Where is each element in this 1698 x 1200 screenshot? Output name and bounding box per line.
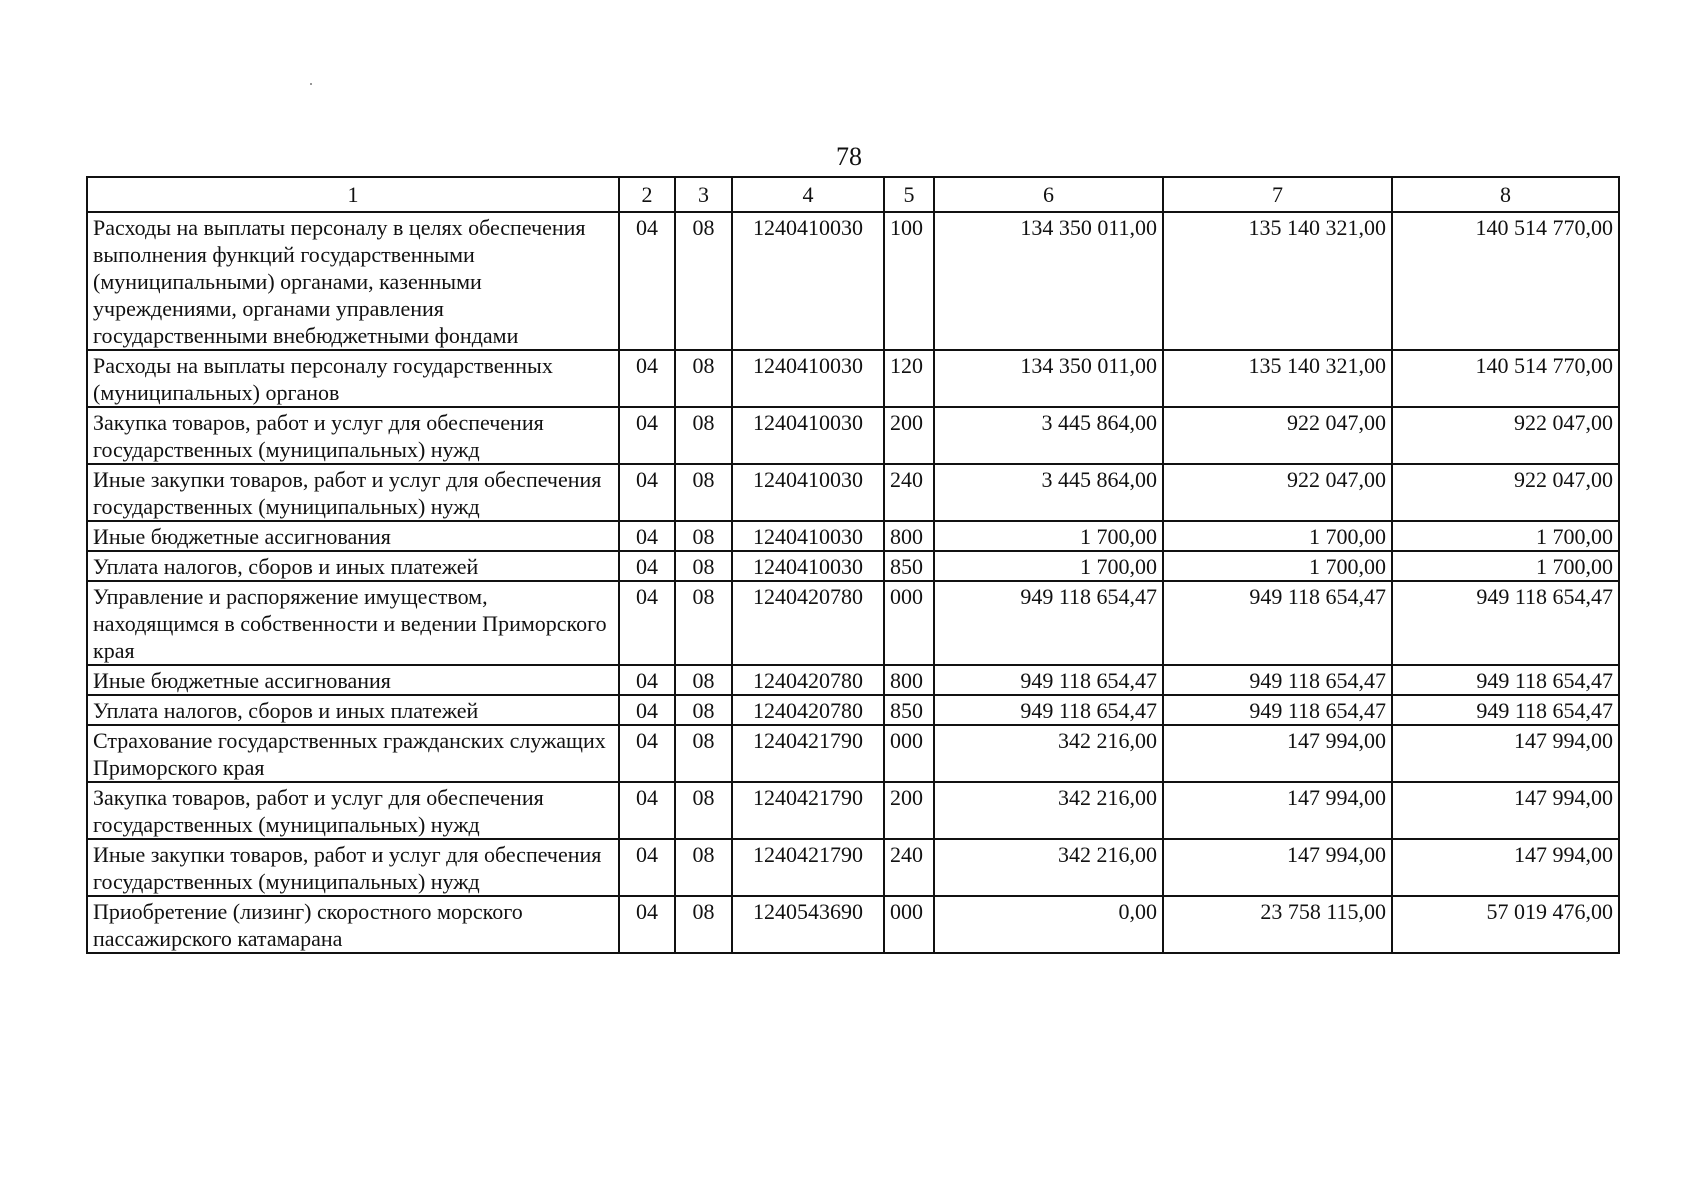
section-code: 04: [619, 521, 675, 551]
amount-col8: 922 047,00: [1392, 407, 1619, 464]
expense-type-code: 200: [884, 782, 934, 839]
section-code: 04: [619, 725, 675, 782]
amount-col8: 57 019 476,00: [1392, 896, 1619, 953]
header-row: [87, 177, 1619, 212]
amount-col6: 134 350 011,00: [934, 212, 1163, 350]
expense-type-code: 200: [884, 407, 934, 464]
expense-name: Расходы на выплаты персоналу государственных (муниципальных) органов: [87, 350, 619, 407]
subsection-code: 08: [675, 782, 732, 839]
section-code: 04: [619, 464, 675, 521]
table-row: [87, 581, 1619, 665]
amount-col7: 147 994,00: [1163, 725, 1392, 782]
target-article-code: 1240543690: [732, 896, 884, 953]
expense-name: Управление и распоряжение имуществом, находящимся в собственности и ведении Приморского края: [87, 581, 619, 665]
amount-col7: 949 118 654,47: [1163, 581, 1392, 665]
column-header: 6: [934, 177, 1163, 212]
amount-col8: 1 700,00: [1392, 551, 1619, 581]
amount-col7: 1 700,00: [1163, 521, 1392, 551]
subsection-code: 08: [675, 350, 732, 407]
subsection-code: 08: [675, 212, 732, 350]
table-row: [87, 407, 1619, 464]
subsection-code: 08: [675, 725, 732, 782]
amount-col7: 135 140 321,00: [1163, 212, 1392, 350]
table-row: [87, 464, 1619, 521]
expense-type-code: 000: [884, 725, 934, 782]
budget-table: [86, 176, 1620, 954]
amount-col6: 3 445 864,00: [934, 407, 1163, 464]
amount-col8: 949 118 654,47: [1392, 665, 1619, 695]
target-article-code: 1240420780: [732, 581, 884, 665]
amount-col7: 1 700,00: [1163, 551, 1392, 581]
expense-type-code: 850: [884, 695, 934, 725]
target-article-code: 1240410030: [732, 407, 884, 464]
section-code: 04: [619, 782, 675, 839]
target-article-code: 1240420780: [732, 695, 884, 725]
amount-col6: 3 445 864,00: [934, 464, 1163, 521]
amount-col6: 342 216,00: [934, 839, 1163, 896]
expense-name: Закупка товаров, работ и услуг для обеспечения государственных (муниципальных) нужд: [87, 407, 619, 464]
section-code: 04: [619, 407, 675, 464]
amount-col8: 949 118 654,47: [1392, 695, 1619, 725]
subsection-code: 08: [675, 896, 732, 953]
amount-col6: 949 118 654,47: [934, 581, 1163, 665]
section-code: 04: [619, 695, 675, 725]
expense-name: Приобретение (лизинг) скоростного морского пассажирского катамарана: [87, 896, 619, 953]
section-code: 04: [619, 665, 675, 695]
section-code: 04: [619, 839, 675, 896]
expense-name: Расходы на выплаты персоналу в целях обеспечения выполнения функций государственными (муниципальными) органами, казенными учреждениями, органами управления государственными внебюджетными фондами: [87, 212, 619, 350]
expense-type-code: 850: [884, 551, 934, 581]
table-row: [87, 212, 1619, 350]
target-article-code: 1240410030: [732, 350, 884, 407]
amount-col6: 949 118 654,47: [934, 695, 1163, 725]
table-row: [87, 896, 1619, 953]
expense-type-code: 240: [884, 464, 934, 521]
amount-col8: 922 047,00: [1392, 464, 1619, 521]
table-row: [87, 521, 1619, 551]
amount-col6: 1 700,00: [934, 551, 1163, 581]
subsection-code: 08: [675, 551, 732, 581]
amount-col6: 949 118 654,47: [934, 665, 1163, 695]
amount-col7: 949 118 654,47: [1163, 695, 1392, 725]
section-code: 04: [619, 212, 675, 350]
expense-type-code: 000: [884, 896, 934, 953]
subsection-code: 08: [675, 839, 732, 896]
amount-col6: 134 350 011,00: [934, 350, 1163, 407]
column-header: 7: [1163, 177, 1392, 212]
table-row: [87, 782, 1619, 839]
target-article-code: 1240421790: [732, 839, 884, 896]
column-header: 3: [675, 177, 732, 212]
subsection-code: 08: [675, 581, 732, 665]
expense-name: Иные бюджетные ассигнования: [87, 521, 619, 551]
subsection-code: 08: [675, 464, 732, 521]
column-header: 1: [87, 177, 619, 212]
amount-col8: 147 994,00: [1392, 782, 1619, 839]
subsection-code: 08: [675, 521, 732, 551]
target-article-code: 1240410030: [732, 464, 884, 521]
table-row: [87, 551, 1619, 581]
subsection-code: 08: [675, 665, 732, 695]
table-row: [87, 695, 1619, 725]
amount-col6: 342 216,00: [934, 782, 1163, 839]
expense-name: Иные бюджетные ассигнования: [87, 665, 619, 695]
amount-col8: 949 118 654,47: [1392, 581, 1619, 665]
amount-col7: 949 118 654,47: [1163, 665, 1392, 695]
table-row: [87, 350, 1619, 407]
scan-speck: [310, 83, 312, 85]
amount-col8: 140 514 770,00: [1392, 212, 1619, 350]
expense-name: Закупка товаров, работ и услуг для обеспечения государственных (муниципальных) нужд: [87, 782, 619, 839]
section-code: 04: [619, 581, 675, 665]
subsection-code: 08: [675, 407, 732, 464]
expense-name: Уплата налогов, сборов и иных платежей: [87, 551, 619, 581]
amount-col6: 1 700,00: [934, 521, 1163, 551]
page-number: 78: [836, 142, 862, 171]
expense-name: Страхование государственных гражданских служащих Приморского края: [87, 725, 619, 782]
column-header: 4: [732, 177, 884, 212]
expense-name: Иные закупки товаров, работ и услуг для обеспечения государственных (муниципальных) нужд: [87, 464, 619, 521]
amount-col8: 1 700,00: [1392, 521, 1619, 551]
amount-col7: 135 140 321,00: [1163, 350, 1392, 407]
amount-col8: 140 514 770,00: [1392, 350, 1619, 407]
section-code: 04: [619, 896, 675, 953]
amount-col7: 23 758 115,00: [1163, 896, 1392, 953]
table-row: [87, 725, 1619, 782]
amount-col8: 147 994,00: [1392, 725, 1619, 782]
column-header: 2: [619, 177, 675, 212]
expense-type-code: 000: [884, 581, 934, 665]
expense-type-code: 240: [884, 839, 934, 896]
amount-col6: 0,00: [934, 896, 1163, 953]
target-article-code: 1240421790: [732, 782, 884, 839]
subsection-code: 08: [675, 695, 732, 725]
table-row: [87, 665, 1619, 695]
amount-col8: 147 994,00: [1392, 839, 1619, 896]
amount-col7: 147 994,00: [1163, 839, 1392, 896]
expense-name: Иные закупки товаров, работ и услуг для обеспечения государственных (муниципальных) нужд: [87, 839, 619, 896]
amount-col7: 922 047,00: [1163, 464, 1392, 521]
expense-name: Уплата налогов, сборов и иных платежей: [87, 695, 619, 725]
amount-col7: 922 047,00: [1163, 407, 1392, 464]
amount-col6: 342 216,00: [934, 725, 1163, 782]
target-article-code: 1240421790: [732, 725, 884, 782]
section-code: 04: [619, 551, 675, 581]
expense-type-code: 120: [884, 350, 934, 407]
target-article-code: 1240420780: [732, 665, 884, 695]
table-row: [87, 839, 1619, 896]
target-article-code: 1240410030: [732, 551, 884, 581]
target-article-code: 1240410030: [732, 212, 884, 350]
column-header: 8: [1392, 177, 1619, 212]
target-article-code: 1240410030: [732, 521, 884, 551]
expense-type-code: 800: [884, 521, 934, 551]
expense-type-code: 100: [884, 212, 934, 350]
column-header: 5: [884, 177, 934, 212]
amount-col7: 147 994,00: [1163, 782, 1392, 839]
section-code: 04: [619, 350, 675, 407]
expense-type-code: 800: [884, 665, 934, 695]
